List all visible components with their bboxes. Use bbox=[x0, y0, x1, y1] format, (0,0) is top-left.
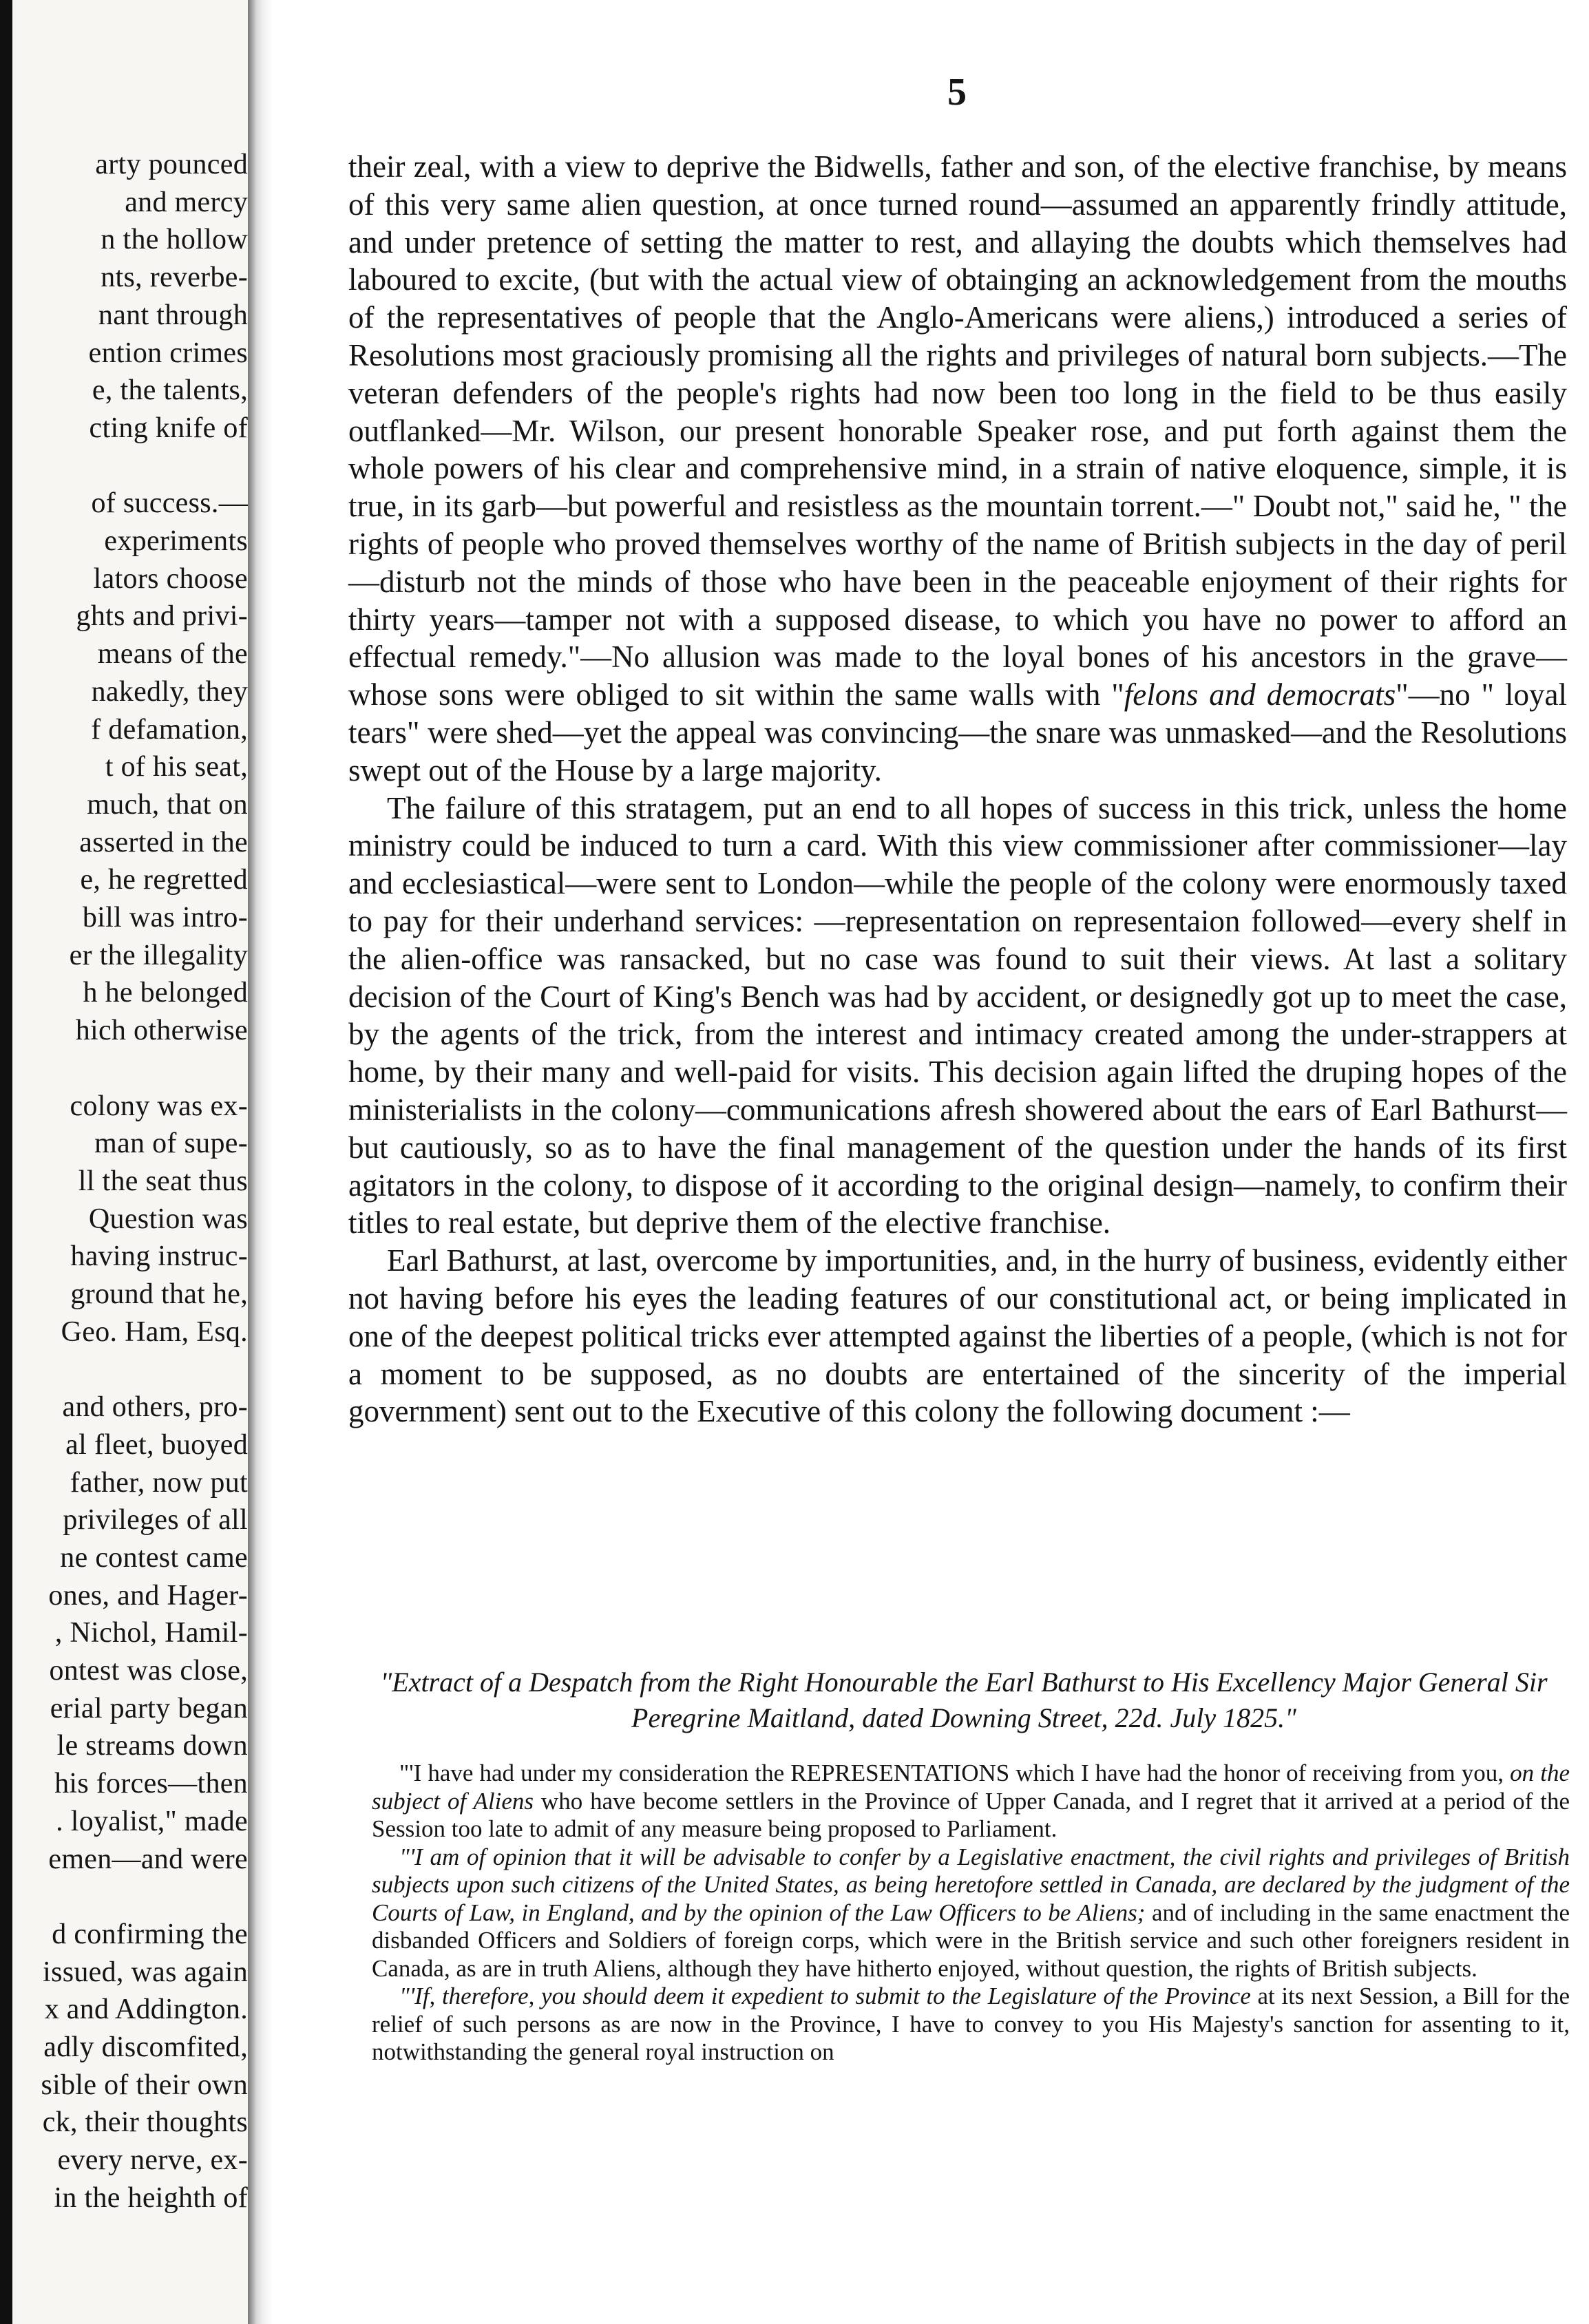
facing-page-line: erial party began bbox=[50, 1692, 248, 1724]
extract-p3-italic: "'If, therefore, you should deem it expedient to submit to the Legislature of the Province bbox=[399, 1983, 1251, 2009]
facing-page-fragment bbox=[0, 0, 262, 2324]
facing-page-line: issued, was again bbox=[43, 1956, 248, 1988]
page-edge-shadow bbox=[0, 0, 12, 2324]
facing-page-line: n the hollow bbox=[101, 224, 248, 256]
paragraph-1-italic: felons and democrats bbox=[1124, 677, 1396, 712]
facing-page-line: nakedly, they bbox=[91, 675, 248, 708]
facing-page-line: man of supe- bbox=[94, 1128, 248, 1160]
facing-page-line: x and Addington. bbox=[44, 1994, 248, 2026]
facing-page-line: means of the bbox=[97, 638, 248, 670]
facing-page-line: ghts and privi- bbox=[76, 600, 248, 633]
facing-page-line: cting knife of bbox=[89, 412, 248, 444]
facing-page-line: ne contest came bbox=[60, 1541, 248, 1574]
facing-page-line: hich otherwise bbox=[75, 1015, 248, 1047]
extract-p1-tail: who have become settlers in the Province of Upper Canada, and I regret that it arrived at a period of the Session too late to admit of any measure being proposed to Parliament. bbox=[372, 1787, 1570, 1842]
facing-page-line: t of his seat, bbox=[105, 751, 248, 783]
facing-page-line: ones, and Hager- bbox=[48, 1579, 248, 1612]
book-gutter bbox=[248, 0, 273, 2324]
facing-page-line: al fleet, buoyed bbox=[65, 1428, 248, 1461]
facing-page-line: . loyalist," made bbox=[56, 1805, 248, 1837]
extract-p2-italic: "'I am of opinion that it will be advisable to confer by a Legislative enactment, the civil rights and privileges of British subjects upon such citizens of the United States, as being heretofore settled in Canada, are declared by the judgment of the Courts of Law, in England, and by the opinion of the Law Officers to be Aliens; bbox=[372, 1843, 1570, 1926]
facing-page-line: arty pounced bbox=[95, 149, 248, 180]
paragraph-1-tail: "—no " loyal tears" were shed—yet the appeal was convincing—the snare was unmasked—and the Resolutions swept out of the House by a large majority. bbox=[348, 677, 1567, 788]
main-text-column bbox=[348, 148, 1567, 1430]
facing-page-line: of success.— bbox=[91, 487, 248, 520]
extract-paragraph-1 bbox=[372, 1760, 1570, 1844]
facing-page-line: his forces—then bbox=[54, 1768, 248, 1800]
facing-page-line: e, the talents, bbox=[92, 374, 248, 407]
page-number: 5 bbox=[947, 71, 967, 114]
facing-page-line: ention crimes bbox=[88, 337, 248, 369]
facing-page-line: adly discomfited, bbox=[43, 2031, 248, 2063]
extract-p2-tail: and of including in the same enactment the disbanded Officers and Soldiers of foreign corps, which were in the British service and such other foreigners resident in Canada, as are in truth Aliens, although they have hitherto enjoyed, without question, the rights of British subjects. bbox=[372, 1899, 1570, 1982]
facing-page-line: ll the seat thus bbox=[78, 1165, 248, 1197]
facing-page-line: and mercy bbox=[125, 186, 248, 218]
extract-paragraph-3 bbox=[372, 1983, 1570, 2067]
facing-page-line: every nerve, ex- bbox=[57, 2144, 248, 2177]
extract-body bbox=[372, 1760, 1570, 2067]
facing-page-line: h he belonged bbox=[83, 977, 248, 1009]
facing-page-line: in the heighth of bbox=[54, 2182, 248, 2214]
facing-page-line: le streams down bbox=[56, 1730, 248, 1762]
facing-page-line: d confirming the bbox=[52, 1918, 248, 1950]
paragraph-1-text: their zeal, with a view to deprive the Bidwells, father and son, of the elective franchise, by means of this very same alien question, at once turned round—assumed an apparently frindly attitude, and under pretence of setting the matter to rest, and allaying the doubts which themselves had laboured to excite, (but with the actual view of obtainging an acknowledgement from the mouths of the representatives of people that the Anglo-Americans were aliens,) introduced a series of Resolutions most graciously promising all the rights and privileges of natural born subjects.—The veteran defenders of the people's rights had now been too long in the field to be thus easily outflanked—Mr. Wilson, our present honorable Speaker rose, and put forth against them the whole powers of his clear and comprehensive mind, in a strain of native eloquence, simple, it is true, in its garb—but powerful and resistless as the mountain torrent.—" Doubt not," said he, " the rights of people who proved themselves worthy of the name of British subjects in the day of peril—disturb not the minds of those who have been in the peaceable enjoyment of their rights for thirty years—tamper not with a supposed disease, to which you have no power to afford an effectual remedy."—No allusion was made to the loyal bones of his ancestors in the grave— whose sons were obliged to sit within the same walls with " bbox=[348, 149, 1567, 712]
facing-page-line: e, he regretted bbox=[80, 864, 248, 896]
facing-page-line: having instruc- bbox=[70, 1240, 248, 1273]
facing-page-line: bill was intro- bbox=[82, 902, 248, 933]
facing-page-line: lators choose bbox=[93, 562, 248, 595]
facing-page-line: er the illegality bbox=[69, 939, 248, 971]
paragraph-2: The failure of this stratagem, put an end to all hopes of success in this trick, unless the home ministry could be induced to turn a card. With this view commissioner after commissioner—lay and ecclesiastical—were sent to London—while the people of the colony were enormously taxed to pay for their underhand services: —representation on representaion followed—every shelf in the alien-office was ransacked, but no case was found to suit their views. At last a solitary decision of the Court of King's Bench was had by accident, or designedly got up to meet the case, by the agents of the trick, from the interest and intimacy created among the under-strappers at home, by their many and well-paid for visits. This decision again lifted the druping hopes of the ministerialists in the colony—communications afresh showered about the ears of Earl Bathurst—but cautiously, so as to have the final management of the question under the hands of its first agitators in the colony, to dispose of it according to the original design—namely, to confirm their titles to real estate, but deprive them of the elective franchise. bbox=[348, 790, 1567, 1240]
facing-page-line: f defamation, bbox=[91, 713, 248, 746]
facing-page-line: Geo. Ham, Esq. bbox=[61, 1316, 248, 1348]
facing-page-line: ontest was close, bbox=[49, 1655, 248, 1687]
extract-p1-italic: on the subject of Aliens bbox=[372, 1760, 1570, 1815]
facing-page-line: asserted in the bbox=[79, 826, 248, 858]
facing-page-line: much, that on bbox=[87, 788, 248, 821]
facing-page-line: privileges of all bbox=[63, 1504, 248, 1536]
facing-page-line: emen—and were bbox=[48, 1843, 248, 1875]
facing-page-line: ground that he, bbox=[70, 1278, 248, 1310]
facing-page-line: and others, pro- bbox=[62, 1391, 248, 1424]
facing-page-line: nant through bbox=[98, 299, 248, 331]
facing-page-line: , Nichol, Hamil- bbox=[54, 1617, 248, 1649]
paragraph-1 bbox=[348, 148, 1567, 790]
extract-p1-text: "'I have had under my consideration the REPRESENTATIONS which I have had the honor of receiving from you, bbox=[399, 1760, 1511, 1786]
facing-page-line: nts, reverbe- bbox=[101, 262, 248, 294]
facing-page-line: sible of their own bbox=[41, 2069, 248, 2101]
facing-page-line: father, now put bbox=[70, 1466, 248, 1499]
extract-p3-tail: at its next Session, a Bill for the relief of such persons as are now in the Province, I have to convey to you His Majesty's sanction for assenting to it, notwithstanding the general royal instruction on bbox=[372, 1983, 1570, 2065]
extract-paragraph-2 bbox=[372, 1844, 1570, 1983]
facing-page-line: Question was bbox=[88, 1203, 248, 1235]
facing-page-line: ck, their thoughts bbox=[42, 2106, 248, 2139]
facing-page-line: experiments bbox=[104, 525, 248, 557]
extract-heading: "Extract of a Despatch from the Right Honourable the Earl Bathurst to His Excellency Major General Sir Peregrine Maitland, dated Downing Street, 22d. July 1825." bbox=[380, 1667, 1548, 1733]
facing-page-line: colony was ex- bbox=[70, 1090, 248, 1122]
paragraph-3: Earl Bathurst, at last, overcome by importunities, and, in the hurry of business, evidently either not having before his eyes the leading features of our constitutional act, or being implicated in one of the deepest political tricks ever attempted against the liberties of a people, (which is not for a moment to be supposed, as no doubts are entertained of the sincerity of the imperial government) sent out to the Executive of this colony the following document :— bbox=[348, 1243, 1567, 1429]
